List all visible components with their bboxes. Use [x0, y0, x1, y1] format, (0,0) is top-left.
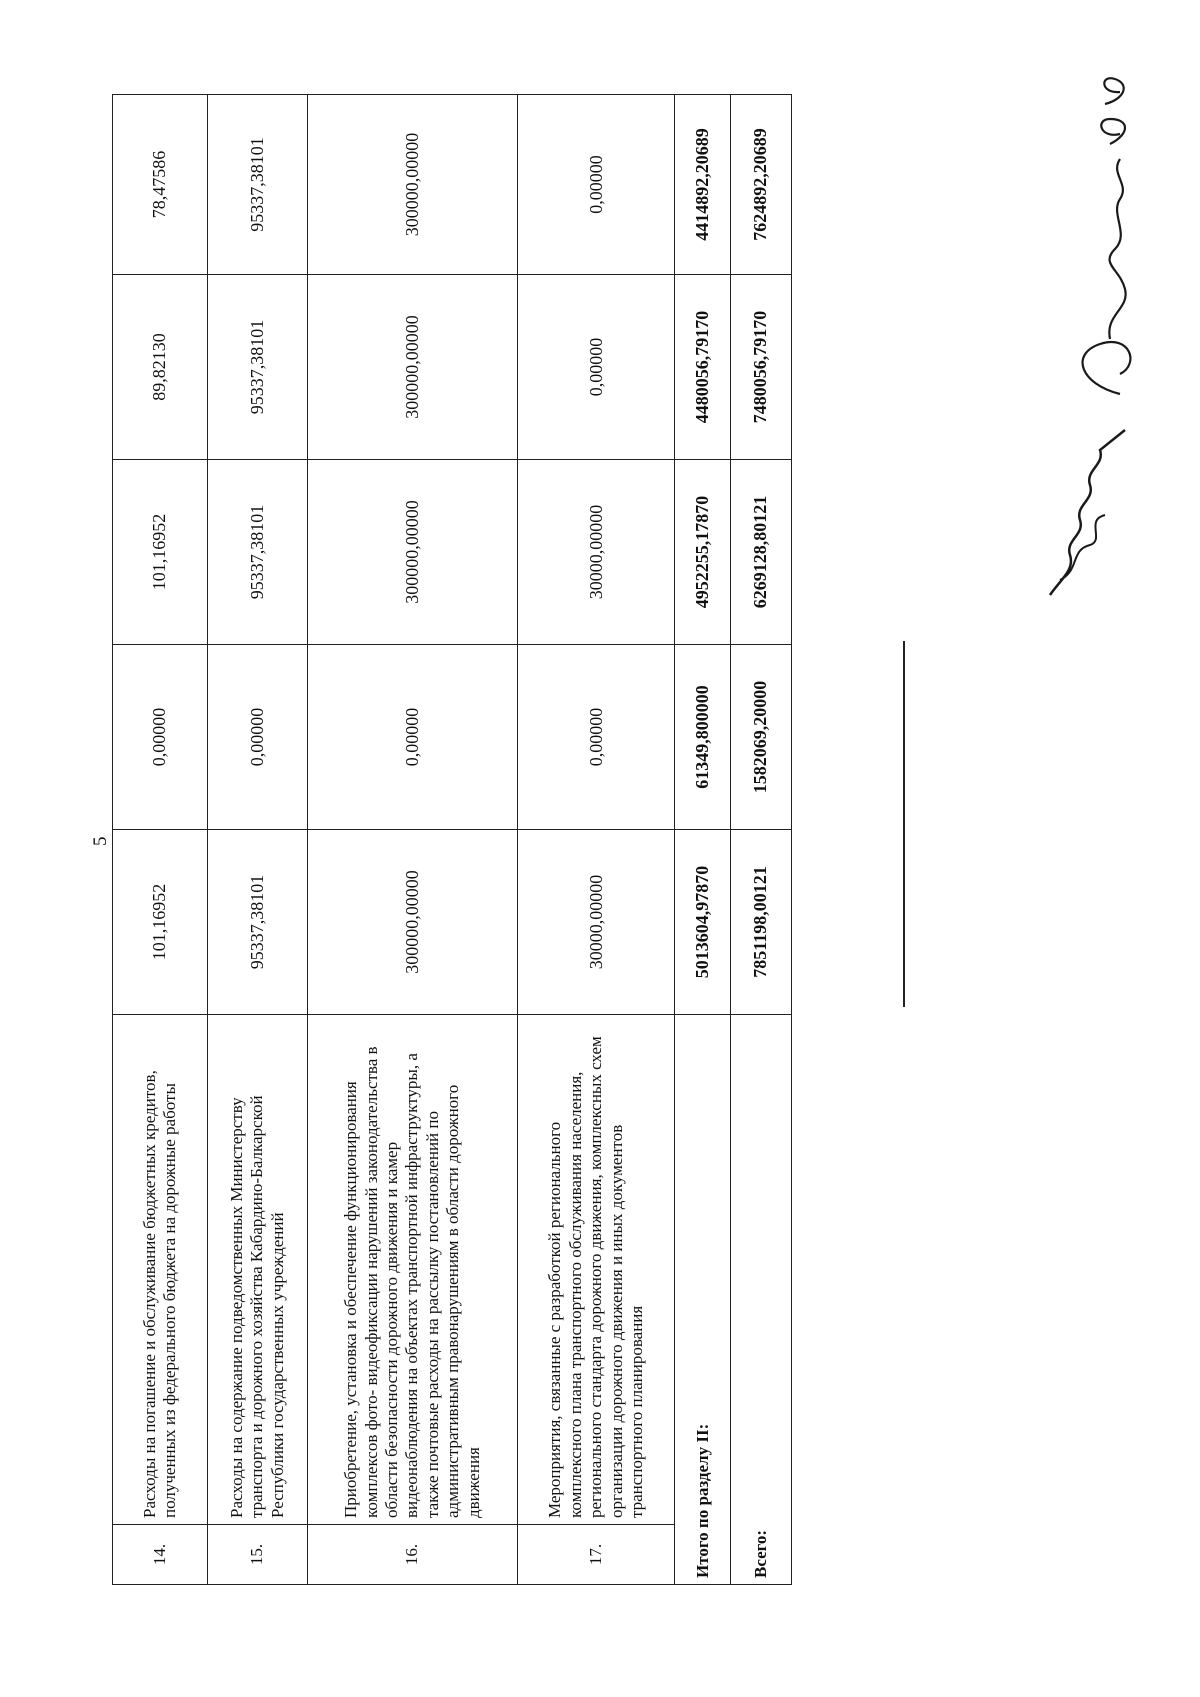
- value-cell: 78,47586: [113, 95, 208, 275]
- value-cell: 300000,00000: [307, 95, 518, 275]
- table-row: [113, 95, 208, 1585]
- value-cell: 30000,00000: [518, 460, 675, 645]
- total-label: Всего:: [731, 1015, 792, 1585]
- budget-table-wrapper: [112, 95, 792, 1585]
- value-cell: 0,00000: [518, 95, 675, 275]
- subtotal-label: Итого по разделу II:: [675, 1015, 731, 1585]
- value-cell: 95337,38101: [208, 460, 307, 645]
- row-number: 16.: [307, 1525, 518, 1585]
- value-cell: 0,00000: [518, 645, 675, 830]
- row-description: Расходы на содержание подведомственных Министерству транспорта и дорожного хозяйства Кабардино-Балкарской Республики государственных учреждений: [208, 1015, 307, 1525]
- value-cell: 0,00000: [113, 645, 208, 830]
- row-description: Мероприятия, связанные с разработкой регионального комплексного плана транспортного обслуживания населения, регионального стандарта дорожного движения, комплексных схем организации дорожного движения и иных документов транспортного планирования: [518, 1015, 675, 1525]
- value-cell: 1582069,20000: [731, 645, 792, 830]
- value-cell: 0,00000: [518, 275, 675, 460]
- value-cell: 4414892,20689: [675, 95, 731, 275]
- row-number: 17.: [518, 1525, 675, 1585]
- subtotal-row: [675, 95, 731, 1585]
- value-cell: 0,00000: [208, 645, 307, 830]
- value-cell: 300000,00000: [307, 275, 518, 460]
- value-cell: 95337,38101: [208, 95, 307, 275]
- signature-handwritten: [1060, 64, 1170, 404]
- value-cell: 4480056,79170: [675, 275, 731, 460]
- value-cell: 7624892,20689: [731, 95, 792, 275]
- table-row: [518, 95, 675, 1585]
- value-cell: 0,00000: [307, 645, 518, 830]
- value-cell: 89,82130: [113, 275, 208, 460]
- value-cell: 7480056,79170: [731, 275, 792, 460]
- value-cell: 300000,00000: [307, 460, 518, 645]
- value-cell: 95337,38101: [208, 275, 307, 460]
- value-cell: 5013604,97870: [675, 830, 731, 1015]
- value-cell: 300000,00000: [307, 830, 518, 1015]
- value-cell: 30000,00000: [518, 830, 675, 1015]
- row-number: 15.: [208, 1525, 307, 1585]
- row-number: 14.: [113, 1525, 208, 1585]
- table-row: [307, 95, 518, 1585]
- row-description: Приобретение, установка и обеспечение функционирования комплексов фото- видеофиксации нарушений законодательства в области безопасности дорожного движения и камер видеонаблюдения на объектах транспортной инфраструктуры, а также почтовые расходы на рассылку постановлений по административным правонарушениям в области дорожного движения: [307, 1015, 518, 1525]
- table-row: [208, 95, 307, 1585]
- value-cell: 61349,800000: [675, 645, 731, 830]
- budget-table: [112, 94, 792, 1585]
- value-cell: 4952255,17870: [675, 460, 731, 645]
- total-row: [731, 95, 792, 1585]
- value-cell: 101,16952: [113, 460, 208, 645]
- page-number: 5: [90, 836, 111, 846]
- separator-line: [903, 641, 905, 1007]
- row-description: Расходы на погашение и обслуживание бюджетных кредитов, полученных из федерального бюджета на дорожные работы: [113, 1015, 208, 1525]
- value-cell: 95337,38101: [208, 830, 307, 1015]
- value-cell: 101,16952: [113, 830, 208, 1015]
- signature-mark: [1030, 420, 1140, 610]
- value-cell: 6269128,80121: [731, 460, 792, 645]
- value-cell: 7851198,00121: [731, 830, 792, 1015]
